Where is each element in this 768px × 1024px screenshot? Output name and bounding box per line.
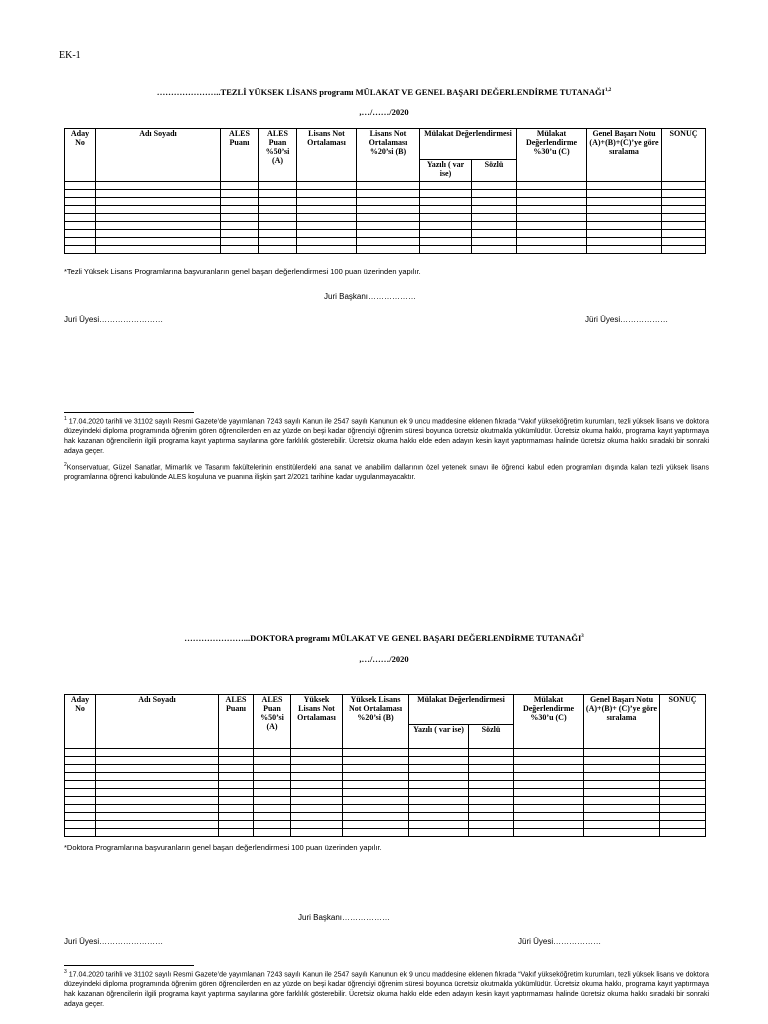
table-cell	[514, 765, 584, 773]
table-cell	[660, 749, 706, 757]
table-cell	[469, 805, 514, 813]
table-cell	[662, 190, 706, 198]
table-cell	[96, 230, 221, 238]
table-row	[65, 805, 706, 813]
header-aday-no: Aday No	[65, 695, 96, 749]
table-cell	[259, 246, 297, 254]
table-cell	[96, 238, 221, 246]
header-adi-soyadi: Adı Soyadı	[96, 129, 221, 182]
table-cell	[584, 821, 660, 829]
table-cell	[291, 781, 343, 789]
header-ales-yuzde: ALES Puan %50’si (A)	[259, 129, 297, 182]
table-cell	[343, 781, 409, 789]
table-cell	[65, 773, 96, 781]
form2-title-text: .DOKTORA programı MÜLAKAT VE GENEL BAŞARI DEĞERLENDİRME TUTANAĞI	[247, 633, 582, 643]
table-cell	[343, 765, 409, 773]
header-sonuc: SONUÇ	[660, 695, 706, 749]
table-cell	[517, 206, 587, 214]
table-row	[65, 206, 706, 214]
table-cell	[660, 773, 706, 781]
table-cell	[662, 238, 706, 246]
table-cell	[221, 198, 259, 206]
table-cell	[65, 246, 96, 254]
table-cell	[662, 214, 706, 222]
table-cell	[660, 781, 706, 789]
table-cell	[65, 214, 96, 222]
table-cell	[357, 198, 420, 206]
table-cell	[297, 198, 357, 206]
table-cell	[514, 797, 584, 805]
table-cell	[219, 829, 254, 837]
form1-footnote-2	[64, 460, 709, 483]
table-cell	[65, 757, 96, 765]
table-cell	[469, 821, 514, 829]
table-cell	[357, 190, 420, 198]
table-cell	[254, 829, 291, 837]
table-cell	[297, 246, 357, 254]
form1-note: *Tezli Yüksek Lisans Programlarına başvuranların genel başarı değerlendirmesi 100 puan üzerinden yapılır.	[64, 267, 421, 276]
table-cell	[254, 821, 291, 829]
table-cell	[219, 797, 254, 805]
table-cell	[65, 829, 96, 837]
header-ales-puani: ALES Puanı	[221, 129, 259, 182]
footnote-separator	[64, 412, 194, 413]
header-lisans-not: Lisans Not Ortalaması	[297, 129, 357, 182]
table-cell	[221, 238, 259, 246]
table-cell	[219, 773, 254, 781]
table-cell	[469, 781, 514, 789]
table-cell	[409, 829, 469, 837]
table-cell	[297, 206, 357, 214]
table-cell	[660, 789, 706, 797]
table-cell	[420, 182, 472, 190]
table-cell	[65, 230, 96, 238]
form1-table	[64, 128, 706, 254]
table-cell	[343, 805, 409, 813]
table-row	[65, 246, 706, 254]
table-cell	[357, 182, 420, 190]
table-cell	[587, 206, 662, 214]
table-cell	[584, 829, 660, 837]
table-cell	[297, 238, 357, 246]
table-cell	[420, 214, 472, 222]
header-genel-basari: Genel Başarı Notu (A)+(B)+ (C)’ye göre sıralama	[584, 695, 660, 749]
header-sonuc: SONUÇ	[662, 129, 706, 182]
table-row	[65, 773, 706, 781]
header-sozlu: Sözlü	[469, 725, 514, 749]
table-cell	[65, 821, 96, 829]
table-cell	[291, 829, 343, 837]
table-cell	[96, 829, 219, 837]
table-cell	[65, 182, 96, 190]
table-cell	[409, 797, 469, 805]
table-row	[65, 222, 706, 230]
table-cell	[259, 182, 297, 190]
form1-footnote-1	[64, 414, 709, 457]
table-cell	[472, 214, 517, 222]
table-cell	[96, 222, 221, 230]
form1-juri-uyesi-left: Juri Üyesi……………………	[64, 315, 164, 324]
header-yl-yuzde: Yüksek Lisans Not Ortalaması %20’si (B)	[343, 695, 409, 749]
table-cell	[662, 222, 706, 230]
table-cell	[343, 829, 409, 837]
table-cell	[254, 757, 291, 765]
form2-juri-uyesi-left: Juri Üyesi……………………	[64, 937, 164, 946]
table-cell	[65, 805, 96, 813]
footnote-3-num: 3	[64, 969, 67, 975]
table-cell	[469, 813, 514, 821]
form1-title	[64, 87, 704, 97]
table-cell	[343, 789, 409, 797]
table-cell	[587, 238, 662, 246]
form2-title-dots: …………………..	[184, 633, 248, 643]
table-cell	[514, 757, 584, 765]
header-yazili: Yazılı ( var ise)	[409, 725, 469, 749]
table-cell	[221, 246, 259, 254]
table-cell	[587, 246, 662, 254]
header-yl-not: Yüksek Lisans Not Ortalaması	[291, 695, 343, 749]
table-cell	[469, 757, 514, 765]
table-cell	[517, 182, 587, 190]
table-cell	[420, 238, 472, 246]
table-cell	[221, 214, 259, 222]
table-cell	[660, 829, 706, 837]
footnote-1-num: 1	[64, 416, 67, 422]
table-cell	[409, 813, 469, 821]
table-cell	[409, 757, 469, 765]
table-cell	[662, 206, 706, 214]
table-cell	[420, 246, 472, 254]
table-cell	[297, 230, 357, 238]
table-cell	[219, 749, 254, 757]
table-cell	[96, 749, 219, 757]
table-cell	[343, 749, 409, 757]
table-cell	[584, 757, 660, 765]
table-cell	[254, 813, 291, 821]
table-cell	[357, 222, 420, 230]
table-cell	[259, 190, 297, 198]
table-row	[65, 813, 706, 821]
form2-footnote-3	[64, 967, 709, 1010]
table-cell	[65, 238, 96, 246]
table-cell	[291, 757, 343, 765]
table-cell	[469, 797, 514, 805]
footnote-2-num: 2	[64, 462, 67, 468]
table-cell	[514, 773, 584, 781]
form1-title-sup: 1,2	[604, 88, 612, 94]
table-cell	[254, 749, 291, 757]
table-cell	[587, 222, 662, 230]
table-cell	[96, 805, 219, 813]
table-cell	[584, 773, 660, 781]
table-cell	[517, 246, 587, 254]
table-cell	[472, 190, 517, 198]
table-cell	[65, 797, 96, 805]
header-lisans-yuzde: Lisans Not Ortalaması %20’si (B)	[357, 129, 420, 182]
table-cell	[297, 214, 357, 222]
table-cell	[472, 198, 517, 206]
form1-title-text: TEZLİ YÜKSEK LİSANS programı MÜLAKAT VE GENEL BAŞARI DEĞERLENDİRME TUTANAĞI	[220, 87, 605, 97]
table-cell	[517, 214, 587, 222]
table-cell	[65, 222, 96, 230]
table-cell	[584, 805, 660, 813]
table-cell	[219, 765, 254, 773]
table-cell	[660, 797, 706, 805]
table-cell	[514, 805, 584, 813]
table-cell	[291, 797, 343, 805]
table-cell	[221, 206, 259, 214]
table-cell	[514, 789, 584, 797]
table-cell	[409, 821, 469, 829]
table-cell	[420, 230, 472, 238]
table-cell	[587, 190, 662, 198]
table-cell	[291, 821, 343, 829]
table-cell	[420, 198, 472, 206]
table-row	[65, 190, 706, 198]
table-row	[65, 182, 706, 190]
table-cell	[254, 805, 291, 813]
table-cell	[96, 821, 219, 829]
table-row	[65, 821, 706, 829]
header-mulakat-yuzde: Mülakat Değerlendirme %30’u (C)	[517, 129, 587, 182]
form2-date: ,…/……/2020	[359, 654, 409, 664]
table-cell	[584, 797, 660, 805]
table-cell	[96, 797, 219, 805]
table-cell	[357, 238, 420, 246]
table-cell	[469, 765, 514, 773]
table-cell	[469, 789, 514, 797]
table-cell	[469, 829, 514, 837]
table-cell	[584, 749, 660, 757]
table-cell	[65, 190, 96, 198]
form1-juri-baskani: Juri Başkanı………………	[324, 292, 417, 301]
table-cell	[514, 781, 584, 789]
table-cell	[221, 182, 259, 190]
table-cell	[662, 182, 706, 190]
table-cell	[96, 789, 219, 797]
table-cell	[420, 190, 472, 198]
table-cell	[65, 781, 96, 789]
table-cell	[219, 781, 254, 789]
table-cell	[259, 222, 297, 230]
table-cell	[259, 198, 297, 206]
table-cell	[291, 749, 343, 757]
form2-note: *Doktora Programlarına başvuranların genel başarı değerlendirmesi 100 puan üzerinden yapılır.	[64, 843, 382, 852]
table-cell	[219, 789, 254, 797]
form1-date: ,…/……/2020	[359, 107, 409, 117]
table-cell	[660, 813, 706, 821]
table-cell	[584, 813, 660, 821]
table-cell	[587, 198, 662, 206]
form1-title-dots: …………………..	[156, 87, 221, 97]
table-cell	[343, 773, 409, 781]
table-cell	[343, 813, 409, 821]
table-row	[65, 781, 706, 789]
table-cell	[96, 198, 221, 206]
table-cell	[343, 797, 409, 805]
table-cell	[219, 813, 254, 821]
table-cell	[254, 781, 291, 789]
form1-juri-uyesi-right: Jüri Üyesi………………	[585, 315, 669, 324]
table-cell	[517, 198, 587, 206]
table-cell	[259, 238, 297, 246]
table-cell	[96, 246, 221, 254]
table-cell	[514, 829, 584, 837]
table-cell	[472, 238, 517, 246]
table-cell	[291, 789, 343, 797]
table-row	[65, 198, 706, 206]
table-cell	[357, 214, 420, 222]
header-yazili: Yazılı ( var ise)	[420, 160, 472, 182]
header-adi-soyadi: Adı Soyadı	[96, 695, 219, 749]
table-cell	[65, 813, 96, 821]
table-cell	[584, 765, 660, 773]
table-cell	[96, 781, 219, 789]
table-cell	[254, 789, 291, 797]
table-cell	[660, 757, 706, 765]
form2-title	[64, 633, 704, 643]
table-cell	[297, 182, 357, 190]
table-cell	[587, 230, 662, 238]
header-aday-no: Aday No	[65, 129, 96, 182]
table-row	[65, 230, 706, 238]
table-cell	[96, 214, 221, 222]
table-cell	[357, 206, 420, 214]
table-cell	[254, 773, 291, 781]
table-cell	[96, 757, 219, 765]
table-cell	[221, 190, 259, 198]
table-cell	[409, 789, 469, 797]
table-cell	[472, 246, 517, 254]
table-cell	[409, 749, 469, 757]
table-cell	[96, 190, 221, 198]
footnote-3-text: 17.04.2020 tarihli ve 31102 sayılı Resmi Gazete’de yayımlanan 7243 sayılı Kanun ile 2547 sayılı Kanunun ek 9 uncu maddesine eklenen fıkrada “Vakıf yükseköğretim kurumları, tezli yüksek lisans ve doktora düzeyindeki diploma programında öğrenim gören öğrencilerden en az yüzde on beşi kadar öğrenciyi öğrenim süresi boyunca ücretsiz okutmakla yükümlüdür. Ücretsiz okuma hakkı, programa kayıt yaptırmaya hak kazanan öğrencilerin ilgili programa kayıt yaptırma sayılarına göre farklılık gösterebilir. Ücretsiz okuma hakkı elde eden adayın kesin kayıt yaptırmaması halinde ücretsiz okuma hakkı sıradaki bir sonraki adaya geçer.	[64, 971, 709, 1009]
table-cell	[517, 230, 587, 238]
table-row	[65, 214, 706, 222]
table-row	[65, 765, 706, 773]
table-cell	[291, 805, 343, 813]
header-ales-puani: ALES Puanı	[219, 695, 254, 749]
table-cell	[584, 781, 660, 789]
table-cell	[259, 214, 297, 222]
form2-table	[64, 694, 706, 837]
ek-label: EK-1	[59, 50, 81, 61]
table-cell	[584, 789, 660, 797]
table-cell	[409, 773, 469, 781]
table-cell	[343, 821, 409, 829]
table-cell	[409, 765, 469, 773]
table-row	[65, 789, 706, 797]
table-cell	[219, 757, 254, 765]
table-cell	[221, 230, 259, 238]
table-cell	[472, 182, 517, 190]
table-cell	[662, 230, 706, 238]
header-sozlu: Sözlü	[472, 160, 517, 182]
table-cell	[291, 813, 343, 821]
table-cell	[96, 813, 219, 821]
table-cell	[587, 214, 662, 222]
header-mulakat: Mülakat Değerlendirmesi	[420, 129, 517, 160]
form2-juri-baskani: Juri Başkanı………………	[298, 913, 391, 922]
table-cell	[587, 182, 662, 190]
table-cell	[409, 781, 469, 789]
table-cell	[219, 805, 254, 813]
table-cell	[96, 765, 219, 773]
footnote-1-text: 17.04.2020 tarihli ve 31102 sayılı Resmi Gazete’de yayımlanan 7243 sayılı Kanun ile 2547 sayılı Kanunun ek 9 uncu maddesine eklenen fıkrada “Vakıf yükseköğretim kurumları, tezli yüksek lisans ve doktora düzeyindeki diploma programında öğrenim gören öğrencilerden en az yüzde on beşi kadar öğrenciyi öğrenim süresi boyunca ücretsiz okutmakla yükümlüdür. Ücretsiz okuma hakkı, programa kayıt yaptırmaya hak kazanan öğrencilerin ilgili programa kayıt yaptırma sayılarına göre farklılık gösterebilir. Ücretsiz okuma hakkı elde eden adayın kesin kayıt yaptırmaması halinde ücretsiz okuma hakkı sıradaki bir sonraki adaya geçer.	[64, 418, 709, 456]
form2-juri-uyesi-right: Jüri Üyesi………………	[518, 937, 602, 946]
table-cell	[297, 222, 357, 230]
table-cell	[65, 789, 96, 797]
table-cell	[357, 246, 420, 254]
header-mulakat-yuzde: Mülakat Değerlendirme %30’u (C)	[514, 695, 584, 749]
form2-title-sup: 3	[581, 634, 584, 640]
header-genel-basari: Genel Başarı Notu (A)+(B)+(C)’ye göre sıralama	[587, 129, 662, 182]
table-cell	[357, 230, 420, 238]
table-cell	[517, 238, 587, 246]
table-cell	[472, 206, 517, 214]
table-row	[65, 829, 706, 837]
table-cell	[291, 773, 343, 781]
table-cell	[662, 246, 706, 254]
table-cell	[96, 182, 221, 190]
table-cell	[517, 222, 587, 230]
header-mulakat: Mülakat Değerlendirmesi	[409, 695, 514, 725]
table-cell	[472, 230, 517, 238]
table-row	[65, 797, 706, 805]
table-cell	[420, 206, 472, 214]
table-row	[65, 757, 706, 765]
header-ales-yuzde: ALES Puan %50’si (A)	[254, 695, 291, 749]
table-cell	[660, 821, 706, 829]
table-cell	[65, 206, 96, 214]
table-cell	[65, 198, 96, 206]
footnote-separator	[64, 965, 194, 966]
table-cell	[254, 765, 291, 773]
table-cell	[514, 813, 584, 821]
table-row	[65, 749, 706, 757]
table-cell	[409, 805, 469, 813]
table-cell	[221, 222, 259, 230]
table-cell	[297, 190, 357, 198]
table-cell	[259, 230, 297, 238]
table-cell	[660, 765, 706, 773]
table-cell	[96, 773, 219, 781]
table-cell	[517, 190, 587, 198]
table-cell	[420, 222, 472, 230]
table-cell	[514, 749, 584, 757]
table-cell	[291, 765, 343, 773]
table-cell	[343, 757, 409, 765]
table-cell	[514, 821, 584, 829]
footnote-2-text: Konservatuar, Güzel Sanatlar, Mimarlık ve Tasarım fakültelerinin enstitülerdeki ana sanat ve anabilim dallarının özel yetenek sınavı ile öğrenci kabul eden programları dışında kalan tezli yüksek lisans programlarına öğrenci kabulünde ALES koşuluna ve puanına ilişkin şart 2/2021 tarihine kadar uygulanmayacaktır.	[64, 464, 709, 482]
table-cell	[469, 749, 514, 757]
table-cell	[469, 773, 514, 781]
table-cell	[65, 765, 96, 773]
table-cell	[65, 749, 96, 757]
table-cell	[662, 198, 706, 206]
table-cell	[259, 206, 297, 214]
table-cell	[660, 805, 706, 813]
table-cell	[96, 206, 221, 214]
table-cell	[472, 222, 517, 230]
table-cell	[254, 797, 291, 805]
table-cell	[219, 821, 254, 829]
table-row	[65, 238, 706, 246]
